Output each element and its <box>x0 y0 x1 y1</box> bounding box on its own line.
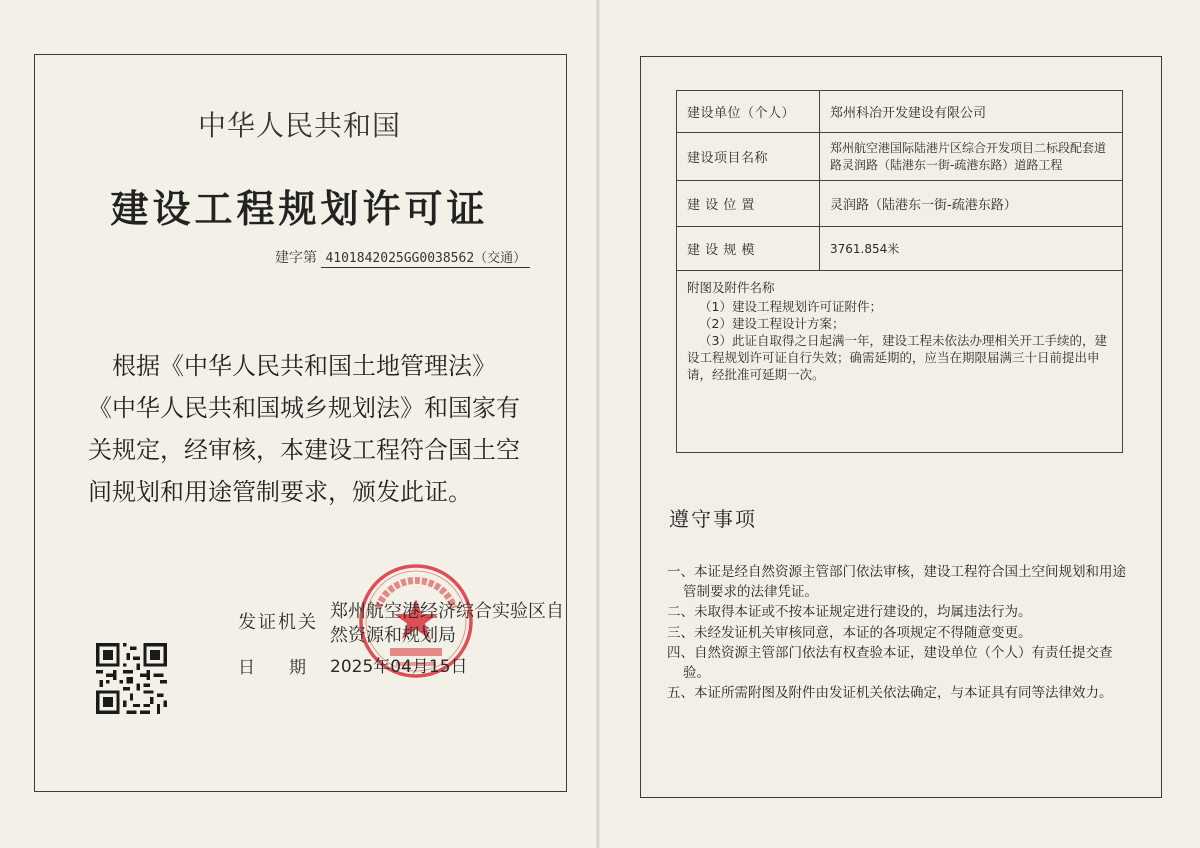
issuer-name: 郑州航空港经济综合实验区自然资源和规划局 <box>330 601 564 646</box>
permit-title: 建设工程规划许可证 <box>110 187 489 231</box>
qr-code-icon <box>96 643 167 714</box>
notice-item: 二、未取得本证或不按本证规定进行建设的，均属违法行为。 <box>667 604 1032 620</box>
table-row <box>677 271 1123 453</box>
issue-date: 2025年04月15日 <box>330 657 468 677</box>
project-label: 建设项目名称 <box>677 133 820 181</box>
scale-label: 建 设 规 模 <box>677 227 820 271</box>
location-value: 灵润路（陆港东一街-疏港东路） <box>820 181 1123 227</box>
table-row <box>677 133 1123 181</box>
permit-number-line <box>275 247 530 268</box>
permit-number: 410184202​5GG0038562（交通） <box>321 247 530 268</box>
table-row <box>677 227 1123 271</box>
notice-item: 三、未经发证机关审核同意，本证的各项规定不得随意变更。 <box>667 624 1032 641</box>
attachments-cell <box>677 271 1123 453</box>
notice-item: 五、本证所需附图及附件由发证机关依法确定，与本证具有同等法律效力。 <box>667 685 1113 701</box>
table-row <box>677 181 1123 227</box>
location-label: 建 设 位 置 <box>677 181 820 227</box>
unit-value: 郑州科冶开发建设有限公司 <box>820 91 1123 133</box>
unit-label: 建设单位（个人） <box>677 91 820 133</box>
scale-value: 3761.854米 <box>820 227 1123 271</box>
date-label: 日期 <box>238 658 340 678</box>
notice-item: 四、自然资源主管部门依法有权查验本证，建设单位（个人）有责任提交查验。 <box>667 645 1113 681</box>
notice-list <box>667 563 1137 705</box>
notice-item: 一、本证是经自然资源主管部门依法审核，建设工程符合国土空间规划和用途管制要求的法律凭证。 <box>667 564 1126 600</box>
page-fold <box>596 0 600 848</box>
country-name: 中华人民共和国 <box>197 109 401 142</box>
table-row <box>677 91 1123 133</box>
attachments-title: 附图及附件名称 <box>687 280 775 295</box>
project-value: 郑州航空港国际陆港片区综合开发项目二标段配套道路灵润路（陆港东一街-疏港东路）道路工程 <box>820 133 1123 181</box>
attachment-item: （1）建设工程规划许可证附件； <box>699 299 882 314</box>
notice-heading: 遵守事项 <box>669 507 757 531</box>
attachment-item: （3）此证自取得之日起满一年，建设工程未依法办理相关开工手续的，建设工程规划许可证自行失效；确需延期的，应当在期限届满三十日前提出申请，经批准可延期一次。 <box>687 333 1107 382</box>
attachment-item: （2）建设工程设计方案； <box>699 316 845 331</box>
permit-number-prefix: 建字第 <box>275 250 317 266</box>
issuer-label: 发证机关 <box>238 612 318 633</box>
project-info-table <box>676 90 1123 453</box>
permit-body-text: 根据《中华人民共和国土地管理法》《中华人民共和国城乡规划法》和国家有关规定，经审核，本建设工程符合国土空间规划和用途管制要求，颁发此证。 <box>88 352 520 506</box>
